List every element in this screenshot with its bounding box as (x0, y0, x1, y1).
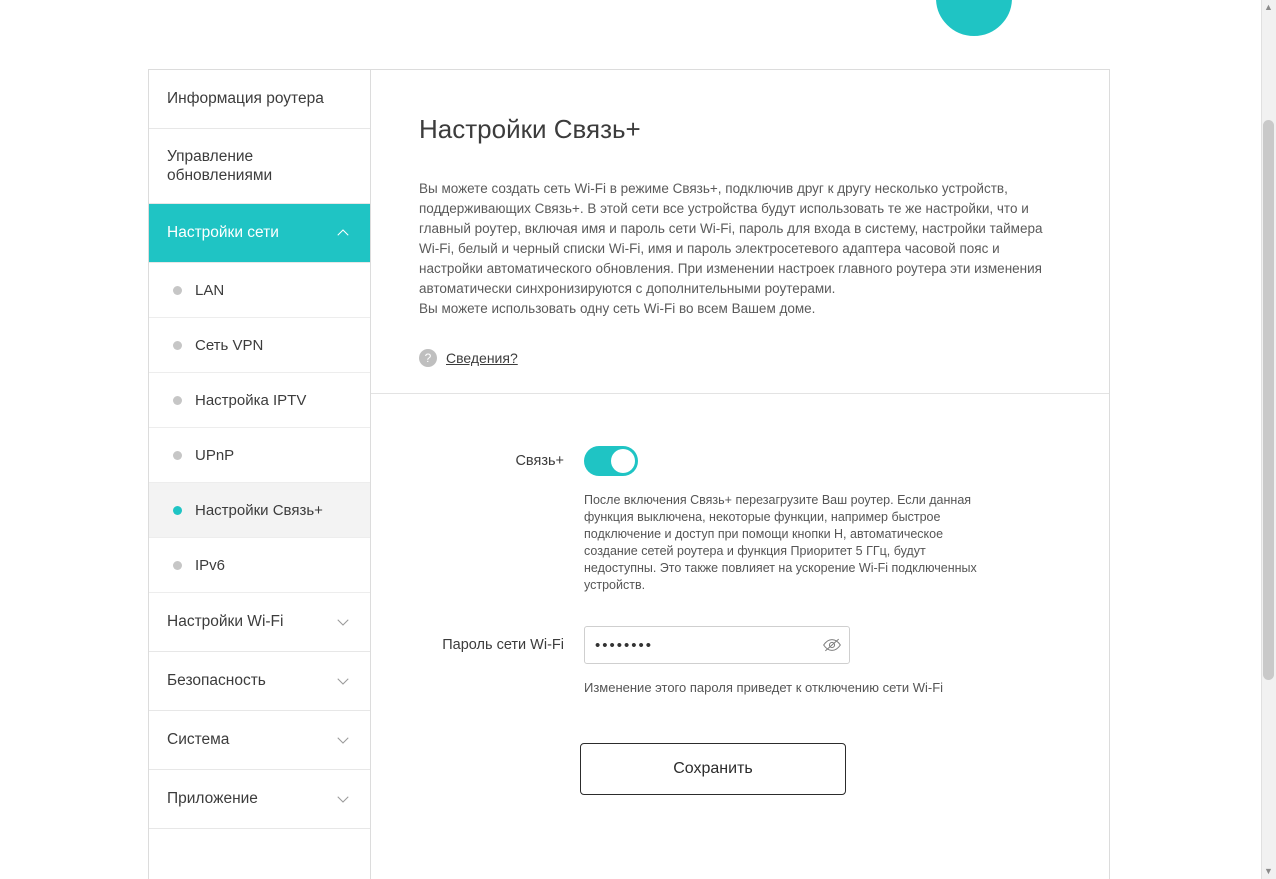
sidebar-item-iptv[interactable] (149, 373, 370, 428)
chevron-down-icon (334, 613, 352, 631)
sidebar-item-label: Информация роутера (167, 90, 324, 108)
scroll-up-arrow[interactable]: ▲ (1264, 2, 1273, 12)
save-row (580, 743, 1109, 795)
sidebar-item-vpn[interactable] (149, 318, 370, 373)
save-button[interactable]: Сохранить (580, 743, 846, 795)
sidebar-subitem-label: Сеть VPN (195, 336, 264, 354)
sidebar-subitem-label: IPv6 (195, 556, 226, 574)
sidebar-item-security[interactable] (149, 652, 370, 710)
sidebar-item-svyaz-plus-settings[interactable] (149, 483, 370, 538)
toggle-hint-text: После включения Связь+ перезагрузите Ваш роутер. Если данная функция выключена, некоторые функции, например быстрое подключение и доступ при помощи кнопки H, автоматическое создание сетей роутера и функция Приоритет 5 ГГц, будут недоступны. Это также повлияет на ускорение Wi-Fi подключенных устройств. (584, 493, 977, 592)
settings-card (148, 69, 1110, 879)
bullet-icon (173, 561, 182, 570)
sidebar-item-wifi-settings[interactable] (149, 593, 370, 651)
sidebar-item-update-management[interactable] (149, 129, 370, 203)
sidebar-group-network-settings (149, 204, 370, 263)
sidebar-group-system (149, 711, 370, 770)
wifi-password-input[interactable] (585, 637, 815, 654)
bullet-icon (173, 451, 182, 460)
bullet-icon (173, 286, 182, 295)
sidebar-group-application (149, 770, 370, 829)
chevron-down-icon (334, 731, 352, 749)
eye-off-icon[interactable] (815, 627, 849, 663)
sidebar-item-label: Настройки Wi-Fi (167, 613, 284, 631)
page-scrollbar[interactable] (1261, 0, 1276, 879)
sidebar-item-label: Управление обновлениями (167, 147, 273, 184)
svyaz-plus-toggle[interactable] (584, 446, 638, 476)
sidebar-subitem-label: Настройка IPTV (195, 391, 307, 409)
scrollbar-thumb[interactable] (1263, 120, 1274, 680)
sidebar (149, 70, 371, 879)
sidebar-subitem-label: UPnP (195, 446, 235, 464)
bullet-icon (173, 341, 182, 350)
svyaz-plus-toggle-label: Связь+ (515, 453, 564, 469)
sidebar-subitem-label: Настройки Связь+ (195, 501, 323, 519)
sidebar-item-label: Безопасность (167, 672, 266, 690)
help-row (419, 349, 1057, 367)
intro-text (419, 179, 1057, 319)
scroll-down-arrow[interactable]: ▼ (1264, 866, 1273, 876)
chevron-down-icon (334, 790, 352, 808)
bullet-icon (173, 506, 182, 515)
wifi-password-row (371, 626, 1109, 664)
sidebar-subitem-label: LAN (195, 281, 225, 299)
sidebar-item-lan[interactable] (149, 263, 370, 318)
sidebar-item-ipv6[interactable] (149, 538, 370, 593)
toggle-knob (611, 449, 635, 473)
question-mark-icon: ? (419, 349, 437, 367)
settings-form (371, 394, 1109, 795)
content-header (371, 70, 1109, 394)
sidebar-item-network-settings[interactable] (149, 204, 370, 262)
sidebar-group-security (149, 652, 370, 711)
content-panel (371, 70, 1109, 879)
wifi-password-note: Изменение этого пароля приведет к отключению сети Wi-Fi (584, 680, 944, 695)
sidebar-subitems (149, 263, 370, 593)
sidebar-item-application[interactable] (149, 770, 370, 828)
wifi-password-label: Пароль сети Wi-Fi (442, 637, 564, 653)
toggle-hint (584, 492, 984, 594)
wifi-password-field[interactable] (584, 626, 850, 664)
svyaz-plus-toggle-row (371, 446, 1109, 476)
sidebar-item-router-info[interactable] (149, 70, 370, 128)
sidebar-item-label: Система (167, 731, 230, 749)
sidebar-group-update-management (149, 129, 370, 204)
intro-paragraph: Вы можете создать сеть Wi-Fi в режиме Связь+, подключив друг к другу несколько устройств, поддерживающих Связь+. В этой сети все устройства будут использовать те же настройки, что и главный роутер, включая имя и пароль сети Wi-Fi, пароль для входа в систему, настройки таймера Wi-Fi, белый и черный списки Wi-Fi, имя и пароль электросетевого адаптера часовой пояс и настройки автоматического обновления. При изменении настроек главного роутера эти изменения автоматически синхронизируются с дополнительными роутерами. (419, 181, 1043, 296)
details-link[interactable]: Сведения? (446, 350, 518, 366)
brand-circle (932, 0, 1016, 40)
sidebar-group-router-info (149, 70, 370, 129)
sidebar-item-system[interactable] (149, 711, 370, 769)
sidebar-item-upnp[interactable] (149, 428, 370, 483)
sidebar-item-label: Приложение (167, 790, 258, 808)
chevron-down-icon (334, 672, 352, 690)
sidebar-group-wifi-settings (149, 593, 370, 652)
chevron-up-icon (334, 224, 352, 242)
sidebar-item-label: Настройки сети (167, 224, 279, 242)
page-title: Настройки Связь+ (419, 114, 641, 144)
bullet-icon (173, 396, 182, 405)
intro-second-line: Вы можете использовать одну сеть Wi-Fi во всем Вашем доме. (419, 301, 816, 316)
